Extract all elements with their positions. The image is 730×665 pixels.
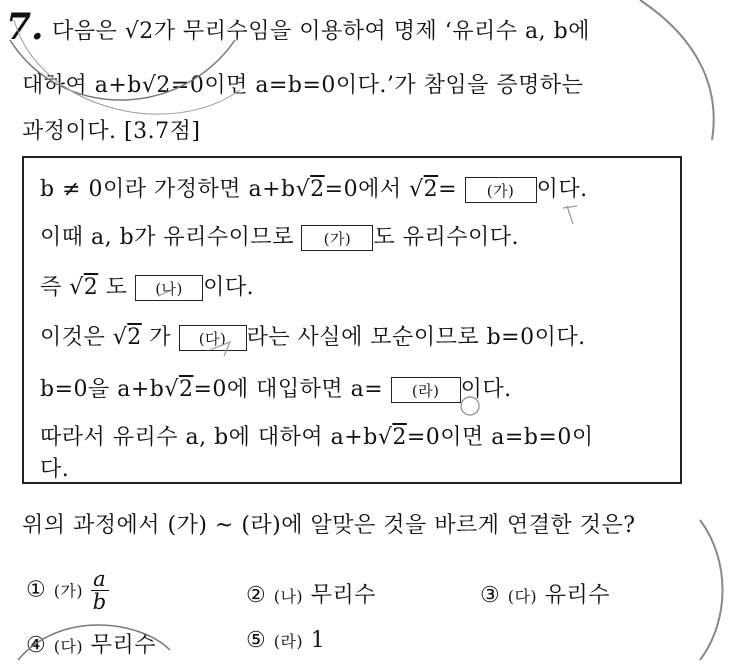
choice-text: 1 (310, 628, 326, 653)
blank-da: (다) (179, 325, 247, 351)
choice-number: ① (26, 577, 47, 603)
proof-text: 가 (149, 325, 172, 350)
choice-label: (가) (53, 581, 84, 601)
proof-text: 이다. (203, 275, 255, 300)
proof-text: 이다. (536, 177, 588, 202)
problem-line-1: 다음은 √2가 무리수임을 이용하여 명제 ‘유리수 a, b에 (52, 19, 590, 44)
choice-number: ⑤ (246, 628, 267, 653)
sqrt-two: √2 (112, 325, 142, 350)
choice-text: 무리수 (90, 633, 156, 658)
problem-line-3: 과정이다. [3.7점] (22, 119, 201, 144)
choice-2[interactable] (246, 578, 376, 609)
choice-3[interactable] (480, 578, 610, 609)
proof-line-6 (40, 420, 594, 451)
sqrt-two: √2 (164, 377, 194, 402)
proof-text: 이다. (460, 377, 512, 402)
choice-number: ② (246, 583, 267, 608)
choice-number: ④ (26, 633, 47, 658)
proof-text: 이때 a, b가 유리수이므로 (40, 225, 294, 250)
choice-5[interactable] (246, 628, 325, 653)
proof-text: =0에서 (324, 177, 402, 202)
proof-text: =0이면 a=b=0이 (406, 425, 594, 450)
proof-line-5 (40, 372, 512, 403)
proof-text: 따라서 유리수 a, b에 대하여 a+b (40, 425, 378, 450)
proof-text: = (438, 177, 458, 202)
blank-ga: (가) (301, 225, 373, 251)
proof-text: 도 (105, 275, 128, 300)
sqrt-two: √2 (377, 425, 407, 450)
choice-label: (다) (53, 637, 84, 656)
choice-number: ③ (480, 583, 501, 608)
proof-line-4 (40, 320, 586, 351)
proof-text: =0에 대입하면 a= (193, 377, 384, 402)
proof-text: 이것은 (40, 325, 106, 350)
proof-text: 라는 사실에 모순이므로 b=0이다. (246, 325, 586, 350)
choice-label: (나) (273, 587, 304, 606)
sqrt-two: √2 (295, 177, 325, 202)
sqrt-two: √2 (409, 177, 439, 202)
proof-text: 도 유리수이다. (373, 225, 519, 250)
fraction-a-over-b: $\frac{a}{b}$ (92, 567, 107, 614)
proof-text: b ≠ 0이라 가정하면 a+b (40, 177, 296, 202)
blank-ga: (가) (465, 177, 537, 203)
choice-label: (다) (507, 587, 538, 606)
choice-1[interactable] (26, 568, 109, 613)
proof-line-1 (40, 172, 588, 203)
choice-text: 무리수 (310, 583, 376, 608)
question-text: 위의 과정에서 (가) ~ (라)에 알맞은 것을 바르게 연결한 것은? (22, 513, 636, 538)
proof-line-3 (40, 270, 254, 301)
problem-line-2: 대하여 a+b√2=0이면 a=b=0이다.’가 참임을 증명하는 (22, 73, 584, 98)
question-number: 7. (6, 6, 44, 48)
proof-text: 즉 (40, 275, 62, 300)
sqrt-two: √2 (69, 275, 99, 300)
choice-text: 유리수 (544, 583, 610, 608)
choice-4[interactable] (26, 628, 156, 659)
proof-text: b=0을 a+b (40, 377, 165, 402)
proof-line-2 (40, 220, 519, 251)
blank-na: (나) (135, 275, 203, 301)
proof-line-7: 다. (40, 457, 70, 482)
choice-label: (라) (273, 632, 304, 651)
blank-ra: (라) (391, 377, 461, 403)
